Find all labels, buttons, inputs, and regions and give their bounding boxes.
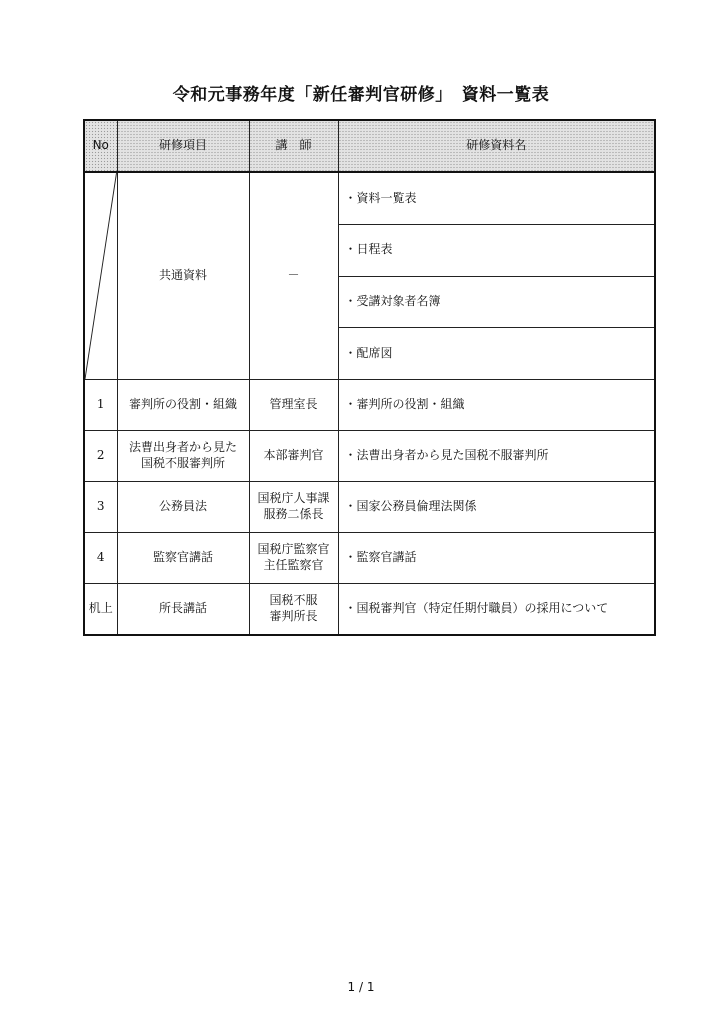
row-lecturer: 国税不服 審判所長	[249, 584, 338, 636]
row-material-name: ・審判所の役割・組織	[338, 380, 655, 431]
header-lecturer: 講 師	[249, 120, 338, 172]
table-header-row	[84, 120, 655, 172]
row-no: 4	[84, 533, 117, 584]
row-lecturer: 管理室長	[249, 380, 338, 431]
row-material-name: ・国家公務員倫理法関係	[338, 482, 655, 533]
row-lecturer: 国税庁監察官 主任監察官	[249, 533, 338, 584]
row-no: 3	[84, 482, 117, 533]
table-row	[84, 533, 655, 584]
row-material-name: ・国税審判官（特定任期付職員）の採用について	[338, 584, 655, 636]
common-materials-list	[339, 173, 655, 379]
header-training-item: 研修項目	[117, 120, 249, 172]
header-no: No	[84, 120, 117, 172]
row-training-item: 法曹出身者から見た 国税不服審判所	[117, 431, 249, 482]
table-row	[84, 431, 655, 482]
header-material-name: 研修資料名	[338, 120, 655, 172]
row-training-item: 審判所の役割・組織	[117, 380, 249, 431]
row-material-name: ・法曹出身者から見た国税不服審判所	[338, 431, 655, 482]
row-training-item: 公務員法	[117, 482, 249, 533]
page-title: 令和元事務年度「新任審判官研修」 資料一覧表	[172, 85, 550, 105]
table-row	[84, 482, 655, 533]
list-item: ・資料一覧表	[339, 173, 655, 225]
list-item: ・配席図	[344, 345, 393, 360]
row-no: 1	[84, 380, 117, 431]
row-training-item: 監察官講話	[117, 533, 249, 584]
list-item: ・受講対象者名簿	[339, 277, 655, 329]
row-training-item: 所長講話	[117, 584, 249, 636]
common-item-cell: 共通資料	[117, 172, 249, 380]
page-number: 1 / 1	[347, 980, 375, 994]
row-lecturer: 国税庁人事課 服務二係長	[249, 482, 338, 533]
diagonal-slash	[85, 173, 117, 379]
common-no-cell-slashed	[84, 172, 117, 380]
list-item: ・日程表	[339, 225, 655, 277]
materials-table	[83, 119, 656, 636]
row-material-name: ・監察官講話	[338, 533, 655, 584]
table-row	[84, 584, 655, 636]
table-row	[84, 380, 655, 431]
common-materials-cell	[338, 172, 655, 380]
row-no: 机上	[84, 584, 117, 636]
row-lecturer: 本部審判官	[249, 431, 338, 482]
common-lecturer-cell: －	[249, 172, 338, 380]
common-materials-row	[84, 172, 655, 380]
row-no: 2	[84, 431, 117, 482]
